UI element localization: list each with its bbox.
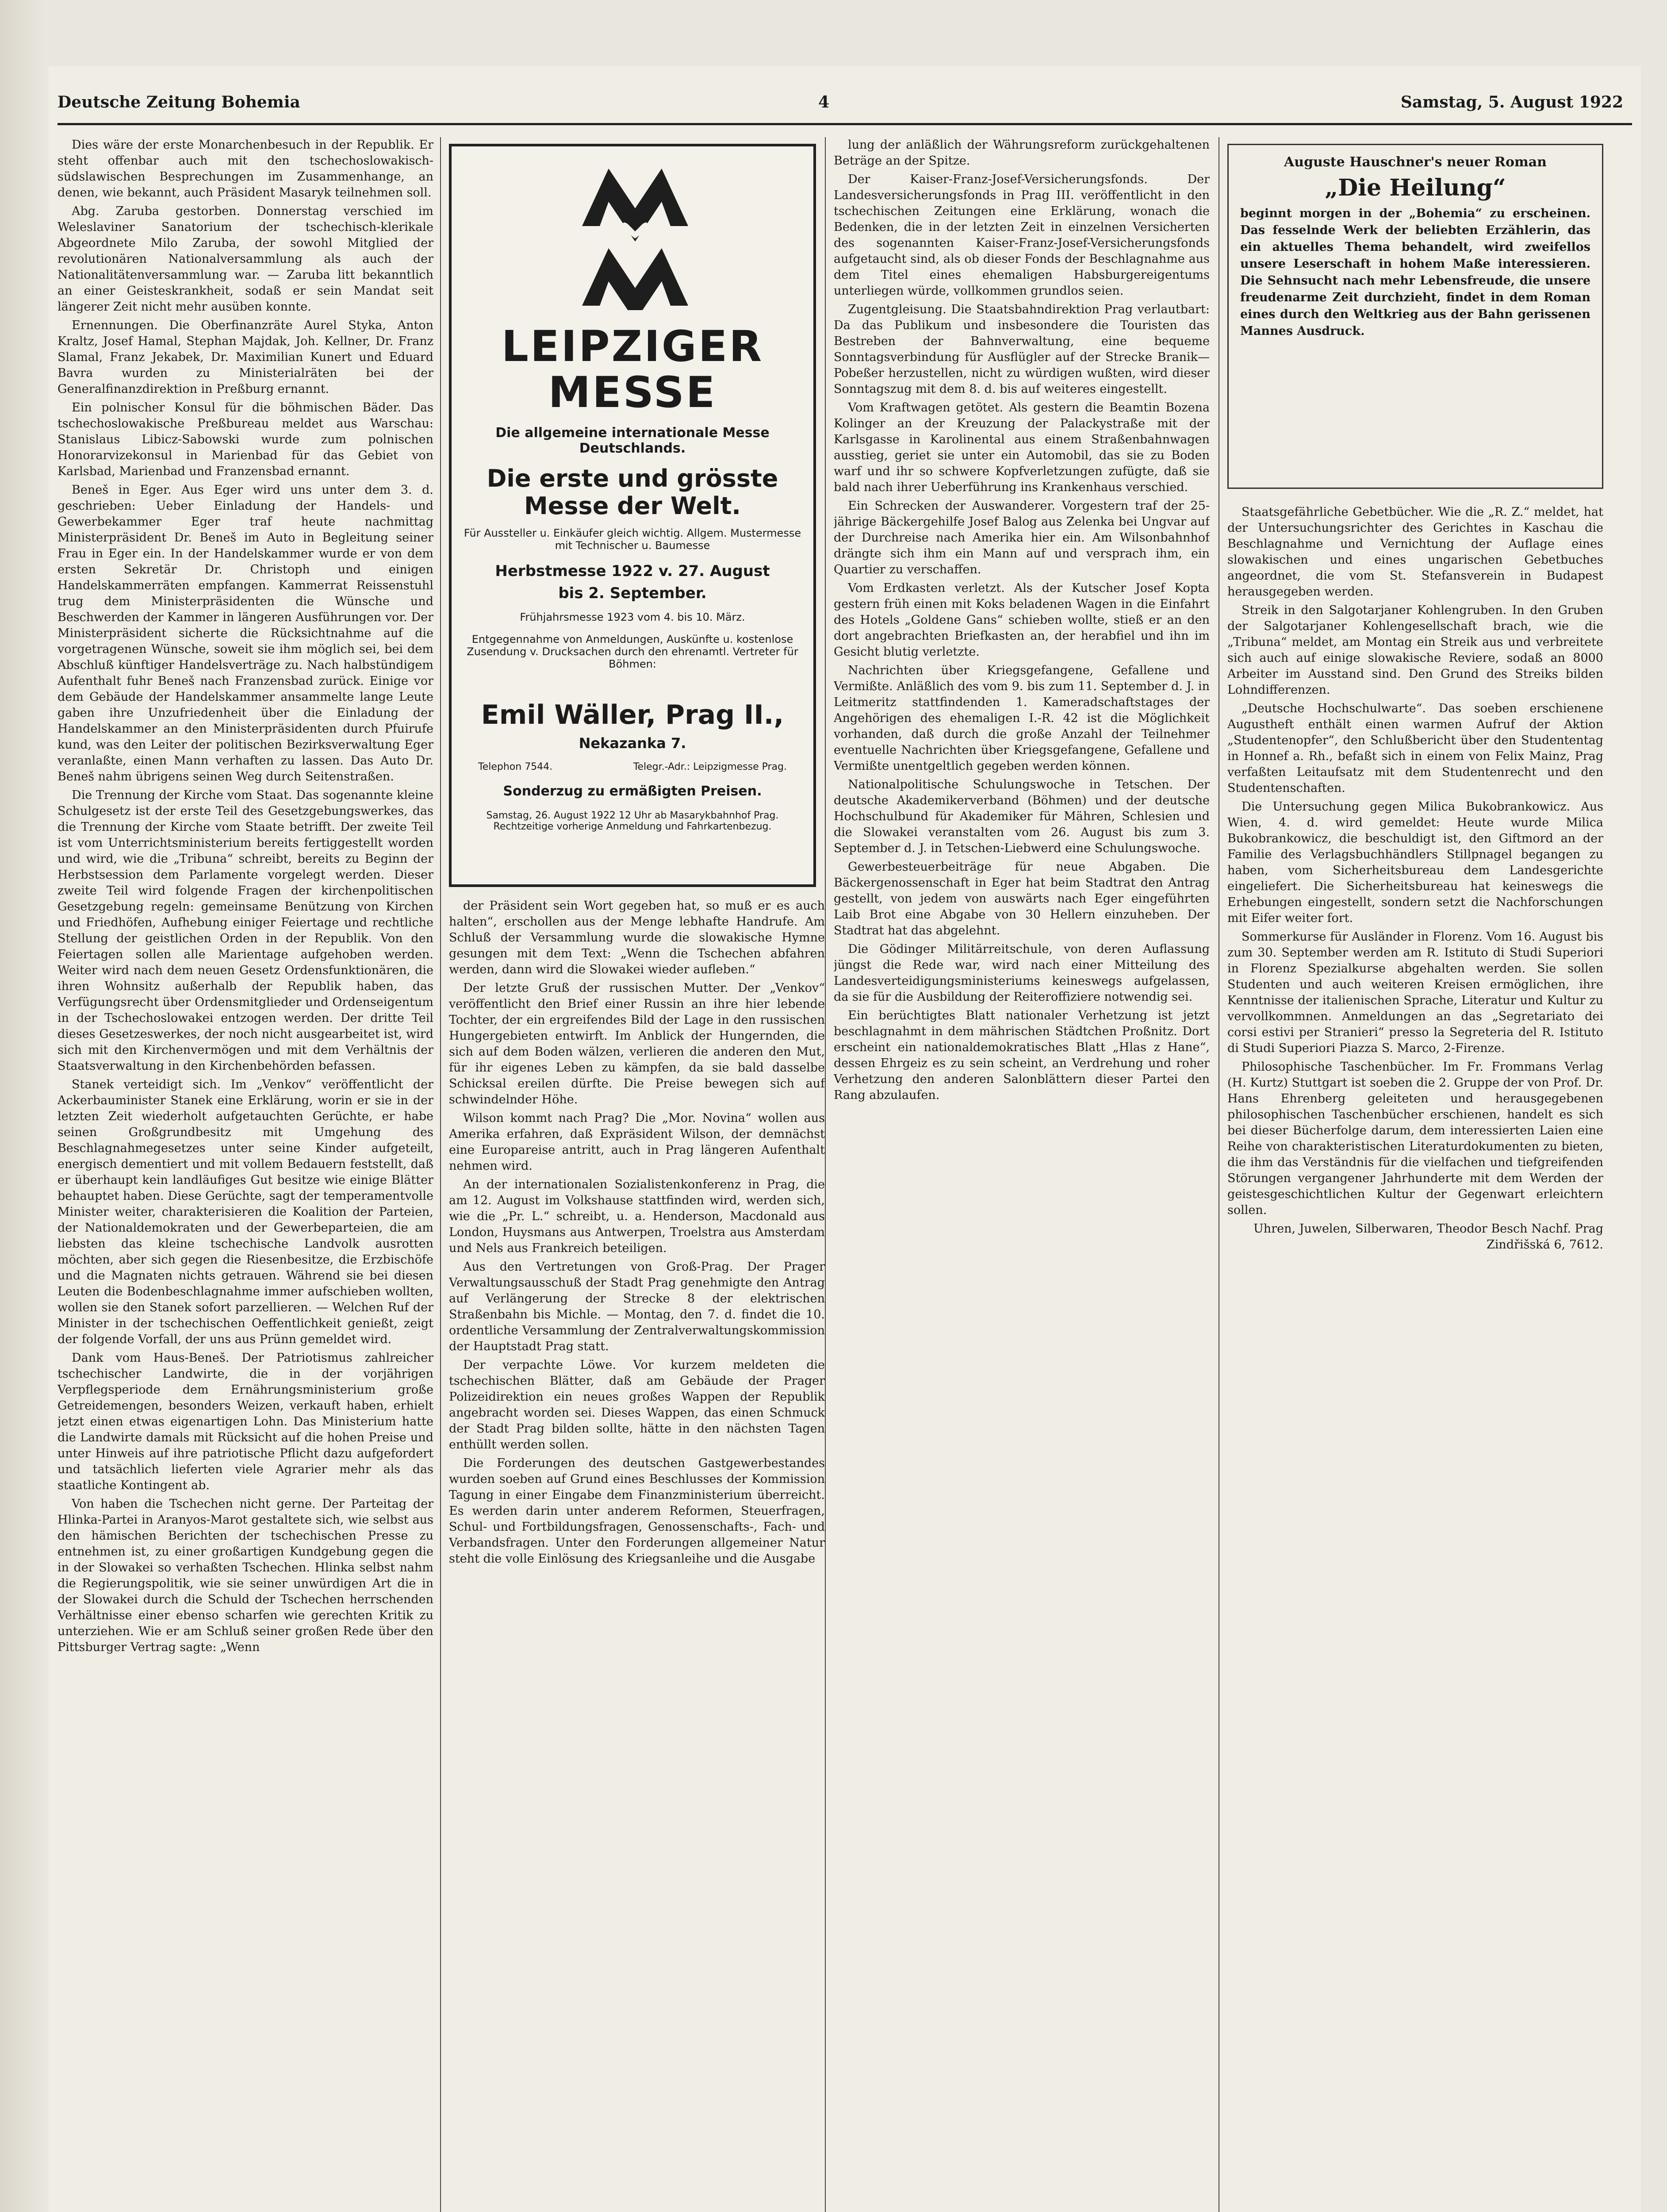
article-paragraph: Ein Schrecken der Auswanderer. Vorgestern traf der 25-jährige Bäckergehilfe Josef Balog aus Zelenka bei Ungvar auf der Durchreise nach Amerika hier ein. Am Wilsonbahnhof drängte sich ihm ein Mann auf und versprach ihm, ein Quartier zu verschaffen.: [834, 499, 1210, 576]
classified-ad: Uhren, Juwelen, Silberwaren, Theodor Besch Nachf. Prag Zindřišská 6, 7612.: [1253, 1222, 1603, 1252]
article-paragraph: Dank vom Haus-Beneš. Der Patriotismus zahlreicher tschechischer Landwirte, die in der vorjährigen Verpflegsperiode dem Ernährungsministerium große Getreidemengen, besonders Weizen, verkauft haben, erhielt jetzt einen etwas eigenartigen Lohn. Das Ministerium hatte die Landwirte damals mit Rücksicht auf die hohen Preise und unter Hinweis auf ihre patriotische Pflicht dazu aufgefordert und tatsächlich lieferten viele Agrarier mehr als das staatliche Kontingent ab.: [57, 1351, 433, 1492]
article-paragraph: Staatsgefährliche Gebetbücher. Wie die „R. Z.“ meldet, hat der Untersuchungsrichter des Gerichtes in Kaschau die Beschlagnahme und Vernichtung der Auflage eines slowakischen und eines ungarischen Gebetbuches angeordnet, die vom St. Stefansverein in Budapest herausgegeben werden.: [1227, 505, 1603, 599]
ad-train-note: Samstag, 26. August 1922 12 Uhr ab Masarykbahnhof Prag. Rechtzeitige vorherige Anmeldung und Fahrkartenbezug.: [486, 810, 779, 832]
masthead-title: Deutsche Zeitung Bohemia: [57, 93, 300, 111]
column-4: [1227, 504, 1603, 2212]
article-paragraph: Abg. Zaruba gestorben. Donnerstag verschied im Weleslaviner Sanatorium der tschechisch-klerikale Abgeordnete Milo Zaruba, der sowohl Mitglied der revolutionären Nationalversammlung als auch der Nationalitätenversammlung war. — Zaruba litt bekanntlich an einer Geisteskrankheit, sodaß er sein Mandat seit längerer Zeit nicht mehr ausüben konnte.: [57, 204, 433, 314]
ad-title: [452, 323, 813, 415]
page-binding: [0, 0, 49, 2212]
column-1: [57, 137, 433, 2212]
ad-info: Für Aussteller u. Einkäufer gleich wichtig. Allgem. Mustermesse mit Technischer u. Baumesse: [464, 527, 801, 552]
article-paragraph: Wilson kommt nach Prag? Die „Mor. Novina“ wollen aus Amerika erfahren, daß Expräsident Wilson, der demnächst eine Europareise antritt, auch in Prag längeren Aufenthalt nehmen wird.: [449, 1111, 825, 1173]
article-paragraph: Die Forderungen des deutschen Gastgewerbestandes wurden soeben auf Grund eines Beschlusses der Kommission Tagung in einer Eingabe dem Finanzministerium überreicht. Es werden darin unter anderem Reformen, Steuerfragen, Schul- und Fortbildungsfragen, Genossenschafts-, Fach- und Verbandsfragen. Unter den Forderungen allgemeiner Natur steht die volle Einlösung des Kriegsanleihe und die Ausgabe: [449, 1456, 825, 1566]
article-paragraph: Dies wäre der erste Monarchenbesuch in der Republik. Er steht offenbar auch mit den tschechoslowakisch-südslawischen Besprechungen im Zusammenhange, an denen, wie bekannt, auch Präsident Masaryk teilnehmen soll.: [57, 138, 433, 200]
ad-address: Nekazanka 7.: [579, 735, 686, 752]
article-paragraph: Die Untersuchung gegen Milica Bukobrankowicz. Aus Wien, 4. d. wird gemeldet: Heute wurde Milica Bukobrankowicz, die beschuldigt ist, den Giftmord an der Familie des Verlagsbuchhändlers Stillpnagel begangen zu haben, vom Sicherheitsbureau dem Landesgerichte eingeliefert. Die Sicherheitsbureau hat keineswegs die Erhebungen eingestellt, sondern setzt die Nachforschungen mit Eifer weiter fort.: [1227, 800, 1603, 925]
ad-train: Sonderzug zu ermäßigten Preisen.: [503, 783, 762, 799]
article-paragraph: Stanek verteidigt sich. Im „Venkov“ veröffentlicht der Ackerbauminister Stanek eine Erklärung, worin er sie in der letzten Zeit wiederholt aufgetauchten Gerüchte, er habe seinen Großgrundbesitz mit Umgehung des Beschlagnahmegesetzes unter seine Kinder aufgeteilt, energisch dementiert und mit vollem Bedauern feststellt, daß er überhaupt kein landläufiges Gut besitze wie einige Blätter behauptet haben. Diese Gerüchte, sagt der temperamentvolle Minister weiter, charakterisieren die Koalition der Parteien, der Nationaldemokraten und der Gewerbeparteien, die am liebsten das kleine tschechische Landvolk ausrotten möchten, aber sich gegen die Riesenbesitze, die Erzbischöfe und die Magnaten nichts getrauen. Während sie bei diesen Leuten die Bodenbeschlagnahme immer aufschieben wollten, wollen sie den Stanek sofort parzellieren. — Welchen Ruf der Minister in der tschechischen Oeffentlichkeit genießt, zeigt der folgende Vorfall, der uns aus Prünn gemeldet wird.: [57, 1078, 433, 1346]
article-paragraph: Die Trennung der Kirche vom Staat. Das sogenannte kleine Schulgesetz ist der erste Teil des Gesetzgebungswerkes, das die Trennung der Kirche vom Staate betrifft. Der zweite Teil ist vom Unterrichtsministerium bereits fertiggestellt worden und wird, wie die „Tribuna“ schreibt, bereits zu Beginn der Herbstsession dem Parlamente vorgelegt werden. Dieser zweite Teil wird folgende Fragen der kirchenpolitischen Gesetzgebung regeln: gemeinsame Benützung von Kirchen und Friedhöfen, Aufhebung einiger Feiertage und rechtliche Stellung der geistlichen Orden in der Republik. Von den Feiertagen sollen alle Marientage aufgehoben werden. Weiter wird nach dem neuen Gesetz Ordensfunktionären, die ihren Wohnsitz außerhalb der Republik haben, das Verfügungsrecht über Ordensmitglieder und Ordenseigentum in der Tschechoslowakei entzogen werden. Der dritte Teil dieses Gesetzeswerkes, der noch nicht ausgearbeitet ist, wird sich mit den Kirchenvermögen und mit dem Verhältnis der Staatsverwaltung in den Kirchenbehörden befassen.: [57, 788, 433, 1073]
article-paragraph: Philosophische Taschenbücher. Im Fr. Frommans Verlag (H. Kurtz) Stuttgart ist soeben die 2. Gruppe der von Prof. Dr. Hans Ehrenberg geleiteten und herausgegebenen philosophischen Taschenbücher erschienen, handelt es sich bei dieser Bücherfolge darum, dem interessierten Laien eine Reihe von charakteristischen Literaturdokumenten zu bieten, die ihm das Verständnis für die vielfachen und tiefgreifenden Störungen vergangener Jahrhunderte mit dem Werden der geistesgeschichtlichen Kultur der Gegenwart erleichtern sollen.: [1227, 1060, 1603, 1217]
novel-announcement: [1227, 144, 1603, 489]
masthead-date: Samstag, 5. August 1922: [1400, 93, 1623, 111]
column-2: [449, 898, 825, 2212]
article-paragraph: Ein polnischer Konsul für die böhmischen Bäder. Das tschechoslowakische Preßbureau meldet aus Warschau: Stanislaus Libicz-Sabowski wurde zum polnischen Honorarvizekonsul in Marienbad für das Gebiet von Karlsbad, Marienbad und Franzensbad ernannt.: [57, 401, 433, 478]
ad-title-line: MESSE: [548, 368, 717, 417]
article-paragraph: Die Gödinger Militärreitschule, von deren Auflassung jüngst die Rede war, wird nach einer Mitteilung des Landesverteidigungsministeriums keineswegs aufgelassen, da sie für die Ausbildung der Reiteroffiziere notwendig sei.: [834, 942, 1210, 1004]
ad-phone: Telephon 7544.: [478, 761, 553, 772]
ad-subtitle: Die allgemeine internationale Messe Deutschlands.: [495, 425, 770, 456]
article-paragraph: Von haben die Tschechen nicht gerne. Der Parteitag der Hlinka-Partei in Aranyos-Marot gestaltete sich, wie selbst aus den hämischen Berichten der tschechischen Presse zu entnehmen ist, zu einer großartigen Kundgebung gegen die in der Slowakei so verhaßten Tschechen. Hlinka selbst nahm die Regierungspolitik, wie sie seiner unwürdigen Art die in der Slowakei durch die Schuld der Tschechen herrschenden Verhältnisse einer ebenso scharfen wie gerechten Kritik zu unterziehen. Wie er am Schluß seiner großen Rede über den Pittsburger Vertrag sagte: „Wenn: [57, 1497, 433, 1654]
article-paragraph: der Präsident sein Wort gegeben hat, so muß er es auch halten“, erschollen aus der Menge lebhafte Handrufe. Am Schluß der Versammlung wurde die slowakische Hymne gesungen mit dem Text: „Wenn die Tschechen abfahren werden, dann wird die Slowakei wieder aufleben.“: [449, 899, 825, 976]
page-number: 4: [818, 93, 830, 111]
ad-contact-intro: Entgegennahme von Anmeldungen, Auskünfte u. kostenlose Zusendung v. Drucksachen durch den ehrenamtl. Vertreter für Böhmen:: [467, 633, 798, 670]
article-paragraph: Aus den Vertretungen von Groß-Prag. Der Prager Verwaltungsausschuß der Stadt Prag genehmigte den Antrag auf Verlängerung der Strecke 8 der elektrischen Straßenbahn bis Michle. — Montag, den 7. d. findet die 10. ordentliche Versammlung der Zentralverwaltungskommission der Hauptstadt Prag statt.: [449, 1260, 825, 1353]
article-paragraph: Der letzte Gruß der russischen Mutter. Der „Venkov“ veröffentlicht den Brief einer Russin an ihre hier lebende Tochter, der ein ergreifendes Bild der Lage in den russischen Hungergebieten entwirft. Im Anblick der Hungernden, die sich auf dem Boden wälzen, verlieren die anderen den Mut, für ihr eigenes Leben zu kämpfen, da sie bald dasselbe Schicksal ereilen dürfte. Die Preise bewegen sich auf schwindelnder Höhe.: [449, 981, 825, 1106]
header-rule: [57, 123, 1632, 125]
article-paragraph: Beneš in Eger. Aus Eger wird uns unter dem 3. d. geschrieben: Ueber Einladung der Handels- und Gewerbekammer Eger traf heute nachmittag Ministerpräsident Dr. Beneš im Auto in Begleitung seiner Frau in Eger ein. In der Handelskammer wurde er von dem ersten Sekretär Dr. Christoph und einigen Handelskammerräten empfangen. Kammerrat Reissenstuhl trug dem Ministerpräsidenten die Wünsche und Beschwerden der Kammer in längeren Ausführungen vor. Der Ministerpräsident sicherte die Rücksichtnahme auf die vorgetragenen Wünsche, soweit sie ihm möglich sei, bei dem Abschluß künftiger Handelsverträge zu. Nach halbstündigem Aufenthalt fuhr Beneš nach Franzensbad zurück. Einige vor dem Gebäude der Handelskammer ansammelte lange Leute gaben ihre Unzufriedenheit über die Einladung der Handelskammer an den Ministerpräsidenten durch Pfuirufe kund, was den Leiter der politischen Bezirksverwaltung Eger veranlaßte, einen Mann verhaften zu lassen. Das Auto Dr. Beneš nahm übrigens seinen Weg durch Seitenstraßen.: [57, 483, 433, 783]
novel-text: beginnt morgen in der „Bohemia“ zu erscheinen. Das fesselnde Werk der beliebten Erzählerin, das ein aktuelles Thema behandelt, wird zweifellos unsere Leserschaft in hohem Maße interessieren. Die Sehnsucht nach mehr Lebensfreude, die unsere freudenarme Zeit durchzieht, findet in dem Roman eines durch den Weltkrieg aus der Bahn gerissenen Mannes Ausdruck.: [1240, 207, 1590, 338]
novel-author: Auguste Hauschner's neuer Roman: [1284, 154, 1547, 170]
column-divider: [825, 137, 826, 2212]
article-paragraph: Ernennungen. Die Oberfinanzräte Aurel Styka, Anton Kraltz, Josef Hamal, Stephan Majdak, Joh. Kellner, Dr. Franz Slamal, Franz Jekabek, Dr. Maximilian Kunert und Eduard Bavra wurden zu Ministerialräten bei der Generalfinanzdirektion in Preßburg ernannt.: [57, 319, 433, 396]
article-paragraph: Der Kaiser-Franz-Josef-Versicherungsfonds. Der Landesversicherungsfonds in Prag III. veröffentlicht in den tschechischen Zeitungen eine Erklärung, wonach die Bedenken, die in der letzten Zeit in einzelnen Versicherten des sogenannten Kaiser-Franz-Josef-Versicherungsfonds aufgetaucht sind, als ob dieser Fonds der Beschlagnahme aus dem Titel eines ehemaligen Habsburgereigentums unterliegen würde, vollkommen grundlos seien.: [834, 173, 1210, 298]
column-divider: [440, 137, 441, 2212]
newspaper-page: [49, 66, 1641, 2212]
novel-title: „Die Heilung“: [1325, 174, 1506, 201]
ad-dates-end: bis 2. September.: [558, 584, 707, 602]
column-3: [834, 137, 1210, 2212]
ad-title-line: LEIPZIGER: [501, 322, 764, 371]
article-paragraph: Nationalpolitische Schulungswoche in Tetschen. Der deutsche Akademikerverband (Böhmen) und der deutsche Hochschulbund für Akademiker für Mähren, Schlesien und die Slowakei veranstalten vom 26. August bis zum 3. September d. J. in Tetschen-Liebwerd eine Schulungswoche.: [834, 778, 1210, 855]
article-paragraph: „Deutsche Hochschulwarte“. Das soeben erschienene Augustheft enthält einen warmen Aufruf der Aktion „Studentenopfer“, den Schlußbericht über den Studententag in Honnef a. Rh., befaßt sich in einem von Felix Mainz, Prag verfaßten Leitaufsatz mit dem Studentenrecht und den Studentenschaften.: [1227, 702, 1603, 795]
article-paragraph: Vom Kraftwagen getötet. Als gestern die Beamtin Bozena Kolinger an der Kreuzung der Palackystraße mit der Karlsgasse in Karolinental aus einem Straßenbahnwagen ausstieg, geriet sie unter ein Automobil, das sie zu Boden warf und ihr so schwere Kopfverletzungen zufügte, daß sie bald nach ihrer Ueberführung ins Krankenhaus verschied.: [834, 401, 1210, 494]
ad-agent-name: Emil Wäller, Prag II.,: [481, 699, 784, 730]
leipziger-messe-advertisement: [449, 144, 816, 887]
article-paragraph: An der internationalen Sozialistenkonferenz in Prag, die am 12. August im Volkshause stattfinden wird, werden sich, wie die „Pr. L.“ schreibt, u. a. Henderson, Macdonald aus London, Huysmans aus Antwerpen, Troelstra aus Amsterdam und Nels aus Frankreich beteiligen.: [449, 1178, 825, 1255]
article-paragraph: lung der anläßlich der Währungsreform zurückgehaltenen Beträge an der Spitze.: [834, 138, 1210, 168]
article-paragraph: Ein berüchtigtes Blatt nationaler Verhetzung ist jetzt beschlagnahmt in dem mährischen Städtchen Proßnitz. Dort erscheint ein nationaldemokratisches Blatt „Hlas z Hane“, dessen Ehrgeiz es zu sein scheint, an Verdrehung und roher Verhetzung den anderen Salonblättern dieser Partei den Rang abzulaufen.: [834, 1009, 1210, 1102]
ad-headline: Die erste und grösste Messe der Welt.: [487, 465, 778, 520]
article-paragraph: Streik in den Salgotarjaner Kohlengruben. In den Gruben der Salgotarjaner Kohlengesellschaft brach, wie die „Tribuna“ meldet, am Montag ein Streik aus und verbreitete sich auch auf einige slowakische Reviere, sodaß an 8000 Arbeiter im Ausstand sind. Den Grund des Streiks bilden Lohndifferenzen.: [1227, 603, 1603, 697]
article-paragraph: Zugentgleisung. Die Staatsbahndirektion Prag verlautbart: Da das Publikum und insbesondere die Touristen das Bestreben der Bahnverwaltung, eine bequeme Sonntagsverbindung für Ausflügler auf der Strecke Branik—Pobeßer herzustellen, nicht zu würdigen wußten, wird dieser Sonntagszug mit dem 8. d. bis auf weiteres eingestellt.: [834, 303, 1210, 396]
article-paragraph: Der verpachte Löwe. Vor kurzem meldeten die tschechischen Blätter, daß am Gebäude der Prager Polizeidirektion ein neues großes Wappen der Republik angebracht worden sei. Dieses Wappen, das einen Schmuck der Stadt Prag bilden sollte, hätte in den nächsten Tagen enthüllt werden sollen.: [449, 1358, 825, 1452]
double-m-logo-icon: [578, 160, 693, 310]
ad-telegram: Telegr.-Adr.: Leipzigmesse Prag.: [633, 761, 787, 772]
ad-spring-fair: Frühjahrsmesse 1923 vom 4. bis 10. März.: [520, 611, 745, 623]
ad-dates: Herbstmesse 1922 v. 27. August: [495, 562, 770, 580]
article-paragraph: Nachrichten über Kriegsgefangene, Gefallene und Vermißte. Anläßlich des vom 9. bis zum 11. September d. J. in Leitmeritz stattfindenden 1. Kameradschaftstages der Angehörigen des ehemaligen I.-R. 42 ist die Möglichkeit vorhanden, daß durch die große Anzahl der Teilnehmer eventuelle Nachrichten über Kriegsgefangene, Gefallene und Vermißte unentgeltlich gegeben werden können.: [834, 664, 1210, 773]
article-paragraph: Gewerbesteuerbeiträge für neue Abgaben. Die Bäckergenossenschaft in Eger hat beim Stadtrat den Antrag gestellt, von jedem von auswärts nach Eger eingeführten Laib Brot eine Abgabe von 30 Hellern einzuheben. Der Stadtrat hat das abgelehnt.: [834, 860, 1210, 937]
article-paragraph: Sommerkurse für Ausländer in Florenz. Vom 16. August bis zum 30. September werden am R. Istituto di Studi Superiori in Florenz Spezialkurse abgehalten werden. Sie sollen Studenten und auch weiteren Kreisen ermöglichen, ihre Kenntnisse der italienischen Sprache, Literatur und Kultur zu vervollkommnen. Anmeldungen an das „Segretariato dei corsi estivi per Stranieri“ presso la Segreteria del R. Istituto di Studi Superiori Piazza S. Marco, 2-Firenze.: [1227, 930, 1603, 1055]
article-paragraph: Vom Erdkasten verletzt. Als der Kutscher Josef Kopta gestern früh einen mit Koks beladenen Wagen in die Einfahrt des Hotels „Goldene Gans“ schieben wollte, stieß er an den dort angebrachten Briefkasten an, der herabfiel und ihn im Gesicht blutig verletzte.: [834, 581, 1210, 659]
